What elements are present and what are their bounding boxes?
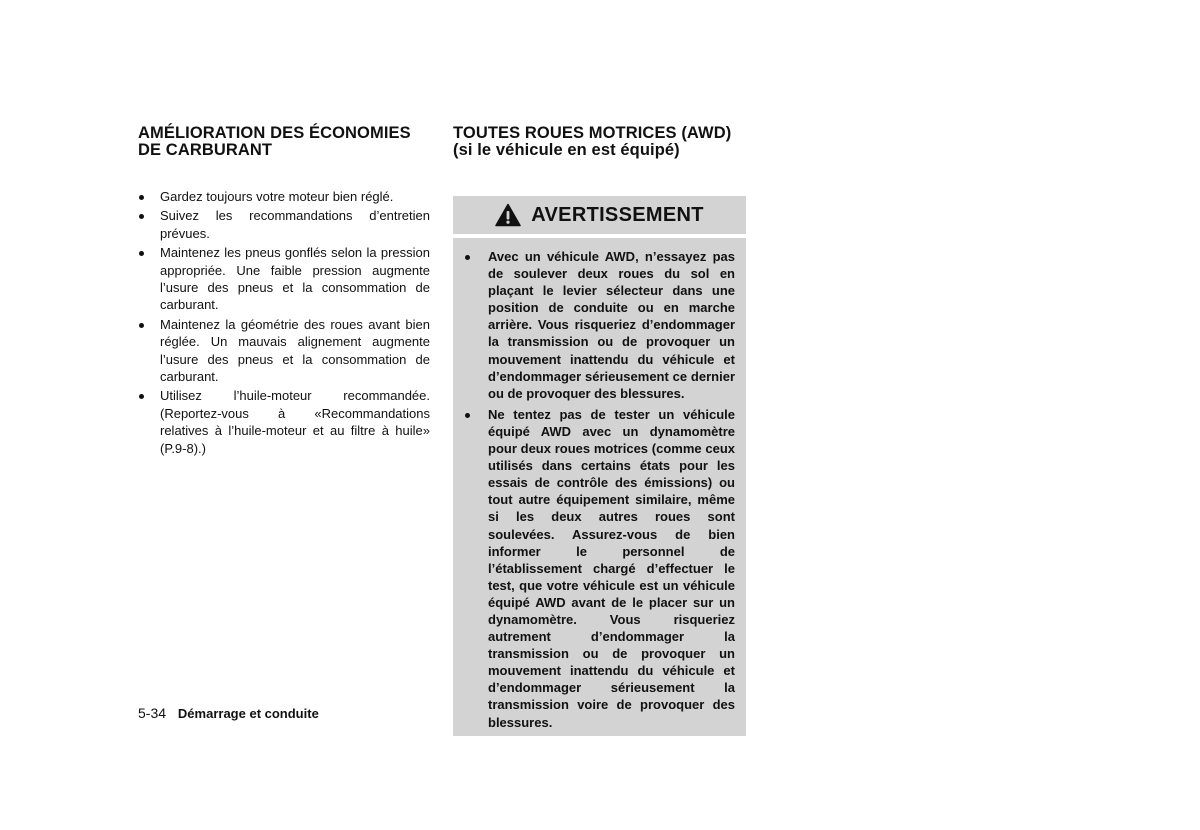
awd-title-line1: TOUTES ROUES MOTRICES (AWD): [453, 124, 732, 142]
list-item: Maintenez la géométrie des roues avant bien réglée. Un mauvais alignement augmente l’usure des pneus et la consommation de carburant.: [138, 316, 430, 386]
awd-title: [453, 125, 746, 159]
warning-title: AVERTISSEMENT: [531, 203, 704, 226]
page-footer: [138, 704, 319, 723]
fuel-economy-list: [138, 188, 430, 457]
fuel-economy-title-line1: AMÉLIORATION DES ÉCONOMIES: [138, 124, 411, 142]
list-item: Avec un véhicule AWD, n’essayez pas de soulever deux roues du sol en plaçant le levier sélecteur dans une position de conduite ou en marche arrière. Vous risqueriez d’endommager la transmission ou de provoquer un mouvement inattendu du véhicule et d’endommager sérieusement ce dernier ou de provoquer des blessures.: [464, 248, 735, 402]
list-item: Maintenez les pneus gonflés selon la pression appropriée. Une faible pression augmente l’usure des pneus et la consommation de carburant.: [138, 244, 430, 314]
warning-body: [453, 238, 746, 736]
awd-title-line2: (si le véhicule en est équipé): [453, 141, 680, 159]
page-number: 5-34: [138, 705, 167, 721]
list-item: Gardez toujours votre moteur bien réglé.: [138, 188, 430, 205]
list-item: Utilisez l’huile-moteur recommandée. (Reportez-vous à «Recommandations relatives à l’huile-moteur et au filtre à huile» (P.9-8).): [138, 387, 430, 457]
list-item: Ne tentez pas de tester un véhicule équipé AWD avec un dynamomètre pour deux roues motrices (comme ceux utilisés dans certains états pour les essais de contrôle des émissions) ou tout autre équipement similaire, même si les deux autres roues sont soulevées. Assurez-vous de bien informer le personnel de l’établissement chargé d’effectuer le test, que votre véhicule est un véhicule équipé AWD avant de le placer sur un dynamomètre. Vous risqueriez autrement d’endommager la transmission ou de provoquer un mouvement inattendu du véhicule et d’endommager sérieusement la transmission voire de provoquer des blessures.: [464, 406, 735, 731]
fuel-economy-title: [138, 125, 430, 159]
warning-header: [453, 196, 746, 238]
warning-box: [453, 196, 746, 736]
list-item: Suivez les recommandations d’entretien prévues.: [138, 207, 430, 242]
fuel-economy-section: [138, 125, 430, 459]
fuel-economy-title-line2: DE CARBURANT: [138, 141, 273, 159]
warning-list: [464, 248, 735, 731]
awd-section: [453, 125, 746, 736]
warning-triangle-icon: [495, 203, 521, 227]
section-name: Démarrage et conduite: [177, 706, 319, 721]
